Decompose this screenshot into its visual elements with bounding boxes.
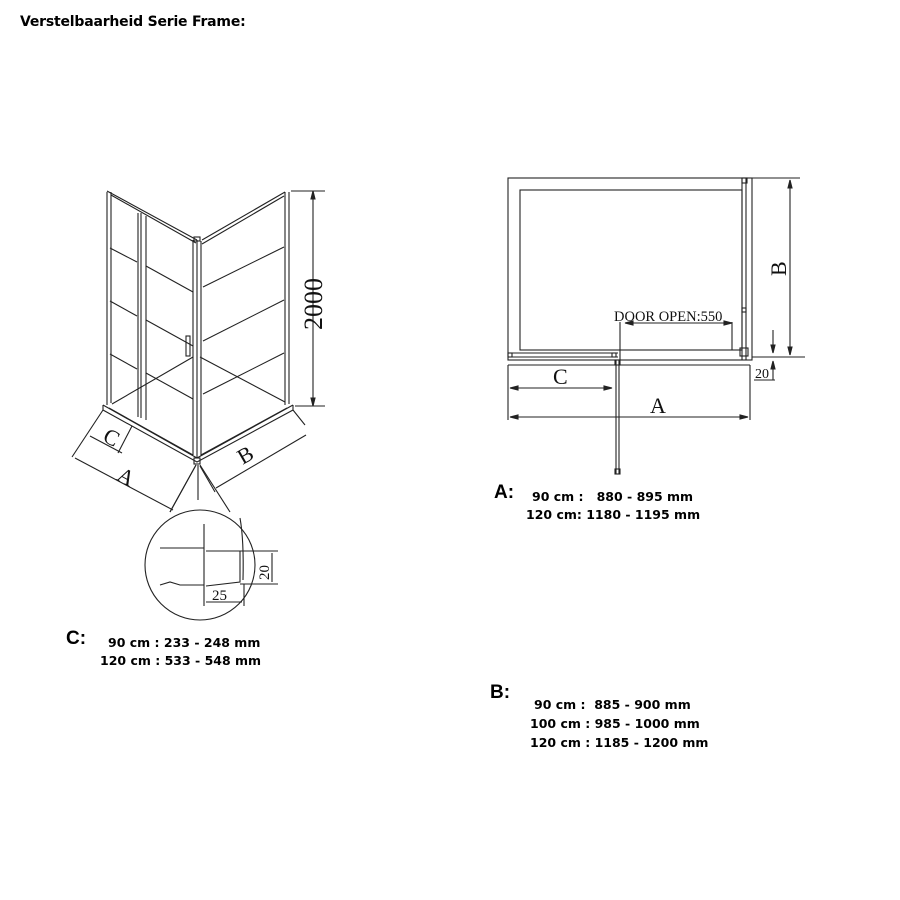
spec-c-key: C: [66,628,87,649]
door-open-label: DOOR OPEN:550 [614,309,723,325]
spec-b-row: 120 cm : 1185 - 1200 mm [530,735,709,750]
plan-label-b: B [766,261,791,276]
iso-label-a: A [113,461,140,492]
base-tray [103,405,293,464]
plan-label-a: A [650,393,666,418]
spec-block-b [490,684,720,754]
detail-width-label: 25 [212,588,227,604]
corner-post [193,237,201,458]
spec-b-row: 90 cm : 885 - 900 mm [534,697,691,712]
left-panel [107,191,197,420]
spec-a-row: 90 cm : 880 - 895 mm [532,489,694,504]
spec-block-c [66,630,286,674]
spec-b-row: 100 cm : 985 - 1000 mm [530,716,700,731]
plan-offset-label: 20 [755,367,769,382]
height-label: 2000 [299,278,328,330]
iso-label-c: C [99,422,125,452]
spec-c-row: 90 cm : 233 - 248 mm [108,635,261,650]
spec-a-key: A: [494,482,515,503]
spec-c-row: 120 cm : 533 - 548 mm [100,653,262,668]
width-dimensions [72,410,306,512]
detail-height-label: 20 [257,565,273,580]
iso-label-b: B [232,440,258,470]
spec-a-row: 120 cm: 1180 - 1195 mm [526,507,701,522]
page-title: Verstelbaarheid Serie Frame: [20,14,246,30]
spec-block-a [494,484,714,528]
spec-b-key: B: [490,682,511,703]
plan-label-c: C [553,364,568,389]
plan-view [508,178,805,474]
